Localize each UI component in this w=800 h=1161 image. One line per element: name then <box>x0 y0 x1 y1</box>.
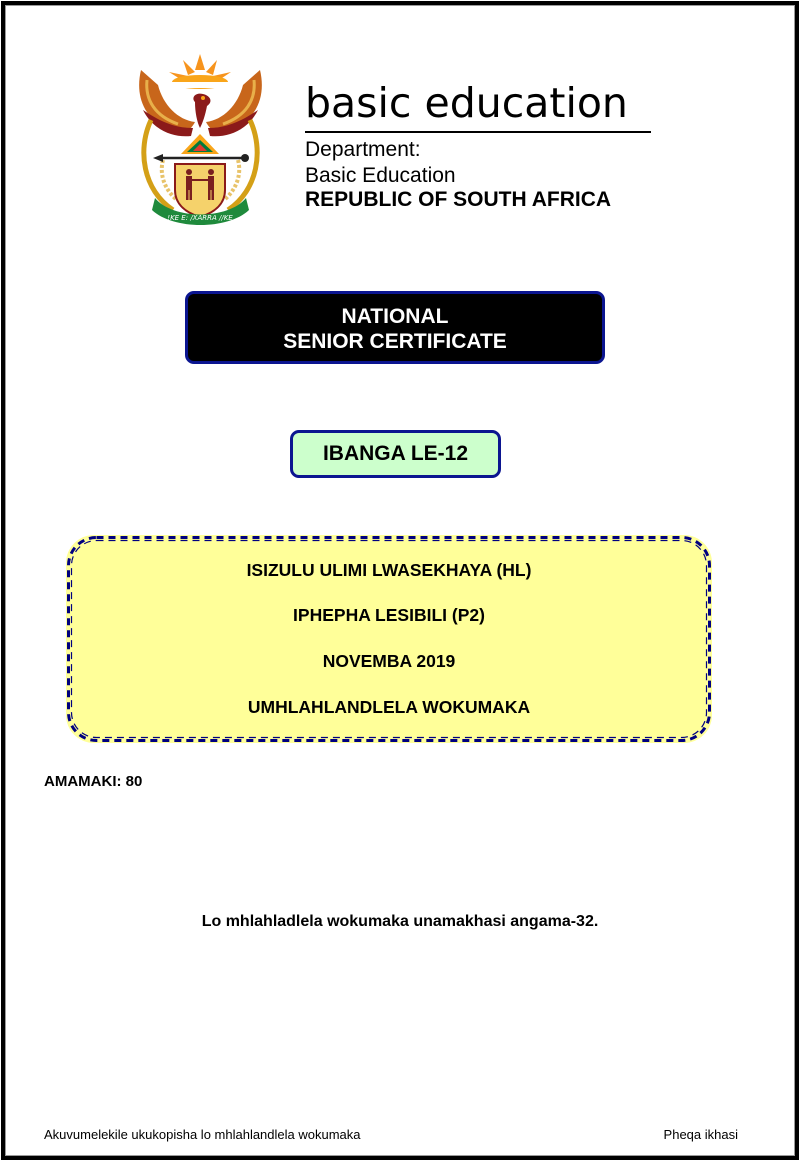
grade-badge: IBANGA LE-12 <box>290 430 501 478</box>
sun-icon <box>169 54 231 89</box>
department-label: Department: <box>305 138 421 161</box>
brand-title: basic education <box>305 79 628 127</box>
certificate-line-2: SENIOR CERTIFICATE <box>283 330 507 353</box>
country-name: REPUBLIC OF SOUTH AFRICA <box>305 188 612 211</box>
page-count-note: Lo mhlahladlela wokumaka unamakhasi angama-32. <box>201 913 599 930</box>
total-marks: AMAMAKI: 80 <box>44 773 143 790</box>
department-name: Basic Education <box>305 164 456 187</box>
turn-page-note: Pheqa ikhasi <box>663 1127 738 1142</box>
subject-language: ISIZULU ULIMI LWASEKHAYA (HL) <box>246 560 532 580</box>
brand-block <box>305 79 655 211</box>
subject-document-type: UMHLAHLANDLELA WOKUMAKA <box>247 697 531 717</box>
subject-paper: IPHEPHA LESIBILI (P2) <box>293 605 485 625</box>
subject-box <box>66 535 712 743</box>
subject-date: NOVEMBA 2019 <box>322 651 456 671</box>
coat-of-arms-icon <box>133 50 268 225</box>
certificate-title-box <box>185 291 605 364</box>
brand-divider <box>305 131 651 133</box>
copyright-notice: Akuvumelekile ukukopisha lo mhlahlandlela wokumaka <box>44 1127 361 1142</box>
certificate-line-1: NATIONAL <box>341 305 449 328</box>
motto-text: !KE E: /XARRA //KE <box>167 214 233 222</box>
